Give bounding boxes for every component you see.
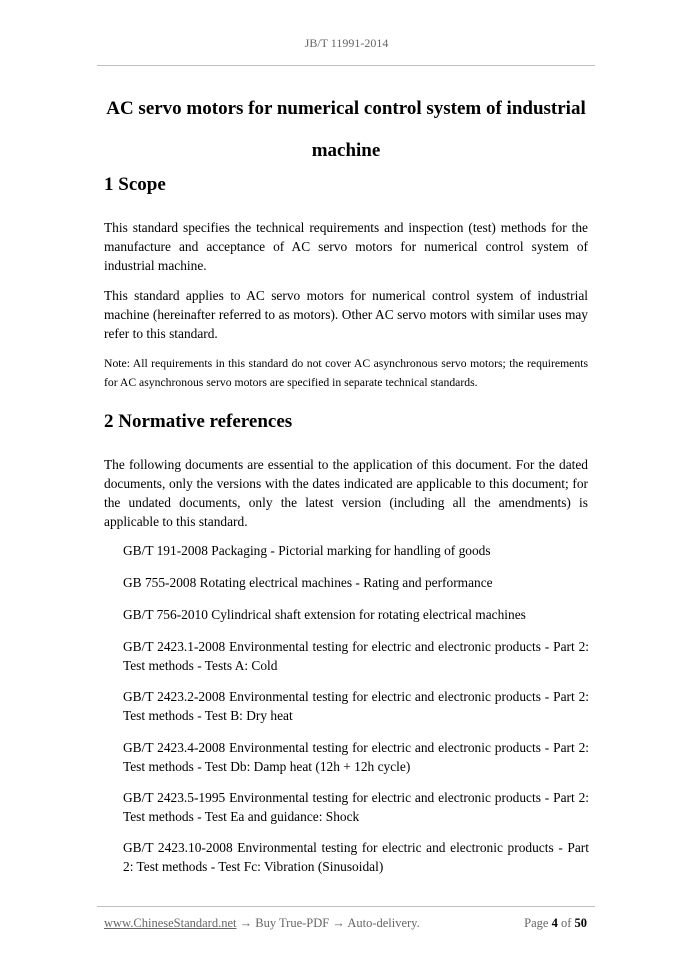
reference-item: GB/T 2423.1-2008 Environmental testing for electric and electronic products - Part 2: Test methods - Tests A: Cold bbox=[123, 639, 589, 673]
of-label: of bbox=[560, 916, 572, 930]
page-current: 4 bbox=[551, 916, 558, 930]
reference-item: GB/T 191-2008 Packaging - Pictorial marking for handling of goods bbox=[123, 543, 491, 558]
scope-note: Note: All requirements in this standard do not cover AC asynchronous servo motors; the requirements for AC asynchronous servo motors are specified in separate technical standards. bbox=[104, 357, 588, 389]
reference-item: GB 755-2008 Rotating electrical machines - Rating and performance bbox=[123, 575, 493, 590]
footer-links bbox=[104, 916, 420, 931]
auto-delivery-text: Auto-delivery. bbox=[347, 916, 420, 930]
buy-pdf-text: Buy True-PDF bbox=[255, 916, 330, 930]
arrow-right-icon: → bbox=[332, 916, 345, 930]
reference-item: GB/T 2423.2-2008 Environmental testing for electric and electronic products - Part 2: Test methods - Test B: Dry heat bbox=[123, 689, 589, 723]
reference-item: GB/T 756-2010 Cylindrical shaft extension for rotating electrical machines bbox=[123, 607, 526, 622]
reference-item: GB/T 2423.4-2008 Environmental testing for electric and electronic products - Part 2: Test methods - Test Db: Damp heat (12h + 12h cycle) bbox=[123, 740, 589, 774]
section-1-heading: 1 Scope bbox=[104, 174, 166, 195]
page-label: Page bbox=[524, 916, 549, 930]
references-intro: The following documents are essential to the application of this document. For the dated documents, only the versions with the dates indicated are applicable to this document; for the undated documents, only the latest version (including all the amendments) is applicable to this standard. bbox=[104, 457, 588, 529]
section-2-heading: 2 Normative references bbox=[104, 411, 293, 432]
header-doc-code: JB/T 11991-2014 bbox=[304, 36, 389, 50]
title-line-1: AC servo motors for numerical control system of industrial bbox=[106, 98, 586, 119]
scope-paragraph-2: This standard applies to AC servo motors for numerical control system of industrial machine (hereinafter referred to as motors). Other AC servo motors with similar uses may refer to this standard. bbox=[104, 288, 588, 341]
reference-item: GB/T 2423.10-2008 Environmental testing for electric and electronic products - Part 2: Test methods - Test Fc: Vibration (Sinusoidal) bbox=[123, 840, 589, 874]
page-number bbox=[524, 916, 587, 931]
scope-paragraph-1: This standard specifies the technical requirements and inspection (test) methods for the manufacture and acceptance of AC servo motors for numerical control system of industrial machine. bbox=[104, 220, 588, 273]
page-total: 50 bbox=[574, 916, 587, 930]
header-divider bbox=[97, 65, 595, 66]
reference-item: GB/T 2423.5-1995 Environmental testing for electric and electronic products - Part 2: Test methods - Test Ea and guidance: Shock bbox=[123, 790, 589, 824]
page-title bbox=[100, 88, 592, 172]
site-link[interactable]: www.ChineseStandard.net bbox=[104, 916, 237, 930]
title-line-2: machine bbox=[311, 140, 381, 161]
footer-divider bbox=[97, 906, 595, 907]
arrow-right-icon: → bbox=[239, 916, 253, 930]
